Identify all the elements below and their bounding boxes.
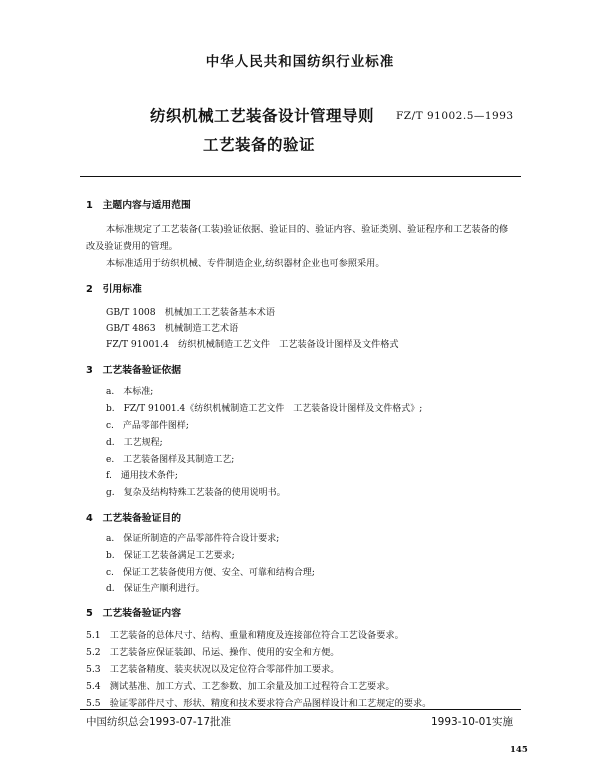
clause-item: 5.1 工艺装备的总体尺寸、结构、重量和精度及连接部位符合工艺设备要求。 [86, 630, 404, 641]
section-1-paragraph-1-line-2: 改及验证费用的管理。 [86, 241, 178, 252]
effective-date: 1993-10-01实施 [431, 716, 514, 728]
document-header: 中华人民共和国纺织行业标准 [205, 54, 395, 70]
section-1-paragraph-1-line-1: 本标准规定了工艺装备(工装)验证依据、验证目的、验证内容、验证类别、验证程序和工艺装备的修 [106, 224, 509, 235]
standard-number: FZ/T 91002.5—1993 [396, 110, 514, 122]
section-1-paragraph-2: 本标准适用于纺织机械、专件制造企业,纺织器材企业也可参照采用。 [106, 258, 385, 269]
top-divider [80, 176, 521, 177]
list-item: d. 保证生产顺利进行。 [106, 584, 205, 594]
section-5-heading: 5 工艺装备验证内容 [86, 608, 181, 619]
list-item: a. 保证所制造的产品零部件符合设计要求; [106, 534, 280, 544]
page-number: 145 [510, 745, 528, 755]
list-item: c. 产品零部件图样; [106, 421, 189, 431]
section-1-heading: 1 主题内容与适用范围 [86, 200, 191, 211]
list-item: g. 复杂及结构特殊工艺装备的使用说明书。 [106, 488, 286, 498]
clause-item: 5.4 测试基准、加工方式、工艺参数、加工余量及加工过程符合工艺要求。 [86, 681, 395, 692]
list-item: f. 通用技术条件; [106, 471, 178, 481]
bottom-divider [80, 709, 521, 710]
reference-item: GB/T 4863 机械制造工艺术语 [106, 323, 239, 334]
list-item: b. FZ/T 91001.4《纺织机械制造工艺文件 工艺装备设计图样及文件格式》; [106, 404, 423, 414]
list-item: c. 保证工艺装备使用方便、安全、可靠和结构合理; [106, 568, 315, 578]
clause-item: 5.5 验证零部件尺寸、形状、精度和技术要求符合产品图样设计和工艺规定的要求。 [86, 698, 432, 709]
document-title-line2: 工艺装备的验证 [203, 136, 316, 154]
clause-item: 5.2 工艺装备应保证装卸、吊运、操作、使用的安全和方便。 [86, 647, 340, 658]
section-2-heading: 2 引用标准 [86, 284, 142, 295]
list-item: e. 工艺装备图样及其制造工艺; [106, 455, 235, 465]
reference-item: GB/T 1008 机械加工工艺装备基本术语 [106, 307, 276, 318]
list-item: a. 本标准; [106, 387, 154, 397]
document-title-line1: 纺织机械工艺装备设计管理导则 [150, 107, 375, 125]
clause-item: 5.3 工艺装备精度、装夹状况以及定位符合零部件加工要求。 [86, 664, 340, 675]
approval-date: 中国纺织总会1993-07-17批准 [86, 716, 232, 728]
section-4-heading: 4 工艺装备验证目的 [86, 513, 181, 524]
reference-item: FZ/T 91001.4 纺织机械制造工艺文件 工艺装备设计图样及文件格式 [106, 339, 399, 350]
list-item: d. 工艺规程; [106, 438, 163, 448]
section-3-heading: 3 工艺装备验证依据 [86, 365, 181, 376]
list-item: b. 保证工艺装备满足工艺要求; [106, 551, 235, 561]
